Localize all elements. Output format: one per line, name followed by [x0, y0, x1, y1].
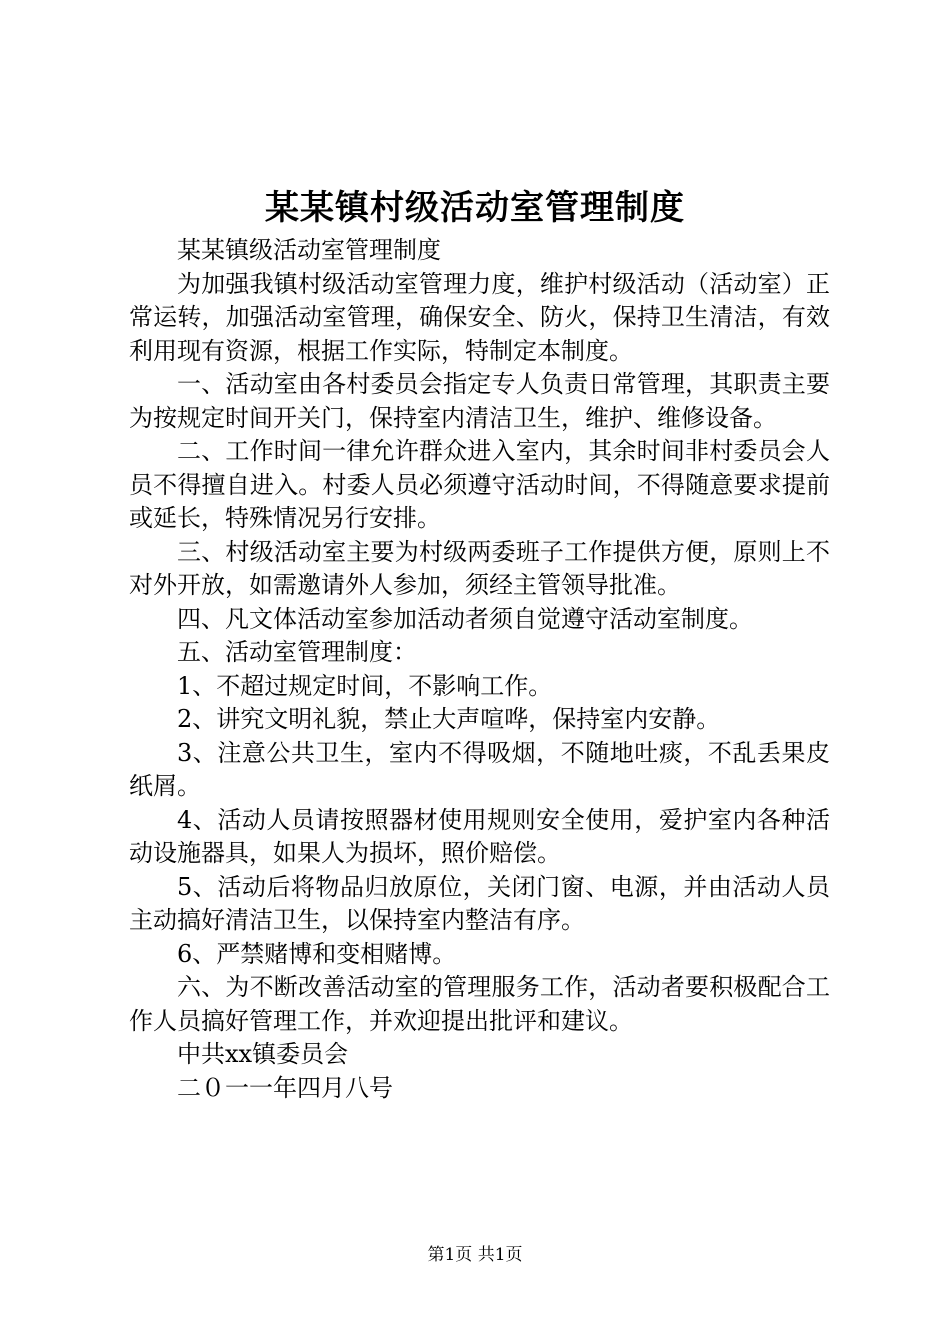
intro-paragraph: 为加强我镇村级活动室管理力度，维护村级活动（活动室）正常运转，加强活动室管理，确保安全、防火，保持卫生清洁，有效利用现有资源，根据工作实际，特制定本制度。: [129, 269, 830, 365]
rule-paragraph-1: 一、活动室由各村委员会指定专人负责日常管理，其职责主要为按规定时间开关门，保持室内清洁卫生，维护、维修设备。: [129, 370, 830, 432]
sub-rule-4: 4、活动人员请按照器材使用规则安全使用，爱护室内各种活动设施器具，如果人为损坏，照价赔偿。: [129, 805, 830, 867]
sub-rule-6: 6、严禁赌博和变相赌博。: [177, 939, 457, 968]
document-body: [129, 234, 830, 1105]
rule-paragraph-2: 二、工作时间一律允许群众进入室内，其余时间非村委员会人员不得擅自进入。村委人员必须遵守活动时间，不得随意要求提前或延长，特殊情况另行安排。: [129, 437, 830, 532]
sub-rule-1: 1、不超过规定时间，不影响工作。: [177, 671, 553, 700]
sub-rule-3: 3、注意公共卫生，室内不得吸烟，不随地吐痰，不乱丢果皮纸屑。: [129, 738, 830, 800]
rule-paragraph-6: 六、为不断改善活动室的管理服务工作，活动者要积极配合工作人员搞好管理工作，并欢迎提出批评和建议。: [129, 973, 830, 1035]
signature-organization: 中共xx镇委员会: [177, 1040, 349, 1068]
rule-paragraph-5: 五、活动室管理制度：: [177, 638, 417, 666]
sub-rule-5: 5、活动后将物品归放原位，关闭门窗、电源，并由活动人员主动搞好清洁卫生，以保持室内整洁有序。: [129, 872, 830, 934]
document-title: 某某镇村级活动室管理制度: [265, 188, 685, 228]
page-number-footer: 第1页 共1页: [427, 1245, 523, 1265]
sub-rule-2: 2、讲究文明礼貌，禁止大声喧哗，保持室内安静。: [177, 705, 721, 733]
signature-date: 二０一一年四月八号: [177, 1073, 393, 1102]
rule-paragraph-3: 三、村级活动室主要为村级两委班子工作提供方便，原则上不对外开放，如需邀请外人参加，须经主管领导批准。: [129, 537, 830, 599]
subtitle-paragraph: 某某镇级活动室管理制度: [177, 236, 441, 264]
rule-paragraph-4: 四、凡文体活动室参加活动者须自觉遵守活动室制度。: [177, 604, 753, 633]
